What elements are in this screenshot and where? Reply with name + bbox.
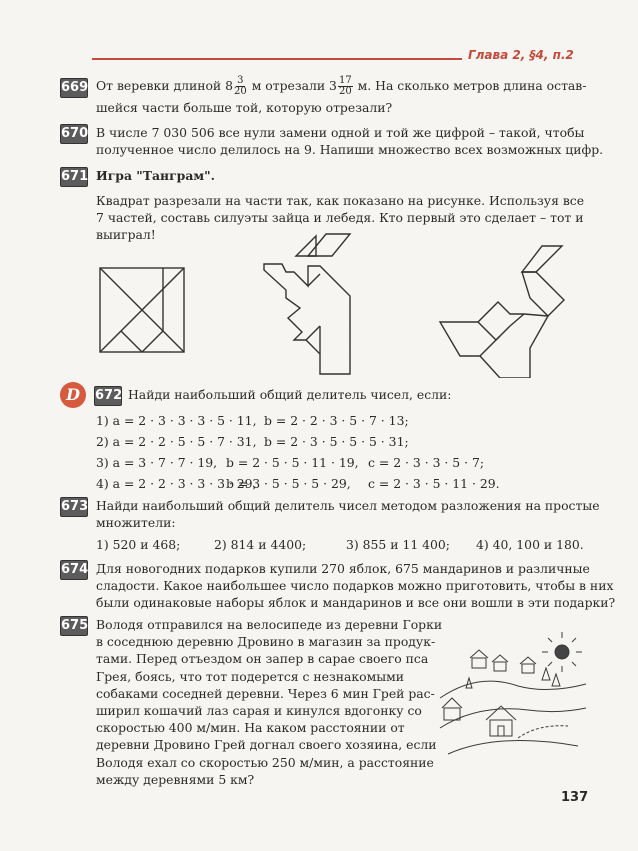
problem-675-line-1: Володя отправился на велосипеде из деревни Горки: [96, 617, 443, 632]
header-rule: [92, 58, 462, 60]
problem-672-row-1-part-2: b = 2 · 2 · 3 · 5 · 7 · 13;: [264, 413, 409, 428]
problem-669-line2: шейся части больше той, которую отрезали?: [96, 100, 393, 115]
problem-675-line-9: Володя ехал со скоростью 250 м/мин, а расстояние: [96, 754, 434, 770]
problem-675-line-3: тами. Перед отъездом он запер в сарае своего пса: [96, 651, 429, 667]
fraction-3-20: $\frac{3}{20}$: [234, 75, 247, 97]
problem-number-670: 670: [60, 124, 88, 144]
problem-672-title: Найди наибольший общий делитель чисел, если:: [128, 387, 452, 402]
difficulty-badge: D: [60, 382, 86, 408]
problem-672-row-1-part-1: 1) a = 2 · 3 · 3 · 3 · 5 · 11,: [96, 413, 257, 428]
problem-673-line1: Найди наибольший общий делитель чисел методом разложения на простые: [96, 498, 600, 513]
problem-number-671: 671: [60, 167, 88, 187]
problem-675-line-10: между деревнями 5 км?: [96, 771, 255, 787]
problem-672-row-3-part-1: 3) a = 3 · 7 · 7 · 19,: [96, 455, 218, 470]
problem-670-line1: В числе 7 030 506 все нули замени одной и той же цифрой – такой, чтобы: [96, 125, 585, 140]
problem-672-row-2-part-1: 2) a = 2 · 2 · 5 · 5 · 7 · 31,: [96, 434, 257, 449]
problem-673-option-3: 3) 855 и 11 400;: [346, 537, 450, 552]
problem-672-row-4-part-2: b = 3 · 5 · 5 · 5 · 29,: [226, 476, 351, 491]
tangram-swan-figure: [438, 238, 578, 378]
problem-671-line1: Квадрат разрезали на части так, как показано на рисунке. Используя все: [96, 193, 585, 208]
problem-674-line1: Для новогодних подарков купили 270 яблок, 675 мандаринов и различные: [96, 561, 590, 576]
problem-number-674: 674: [60, 560, 88, 580]
problem-674-line3: были одинаковые наборы яблок и мандаринов и все они вошли в эти подарки?: [96, 595, 616, 610]
problem-673-option-4: 4) 40, 100 и 180.: [476, 537, 584, 552]
problem-675-line-7: скоростью 400 м/мин. На каком расстоянии от: [96, 720, 405, 736]
page-number: 137: [561, 790, 589, 805]
problem-number-675: 675: [60, 616, 88, 636]
tangram-rabbit-figure: [258, 228, 368, 378]
problem-671-line3: выиграл!: [96, 227, 156, 242]
chapter-header: Глава 2, §4, п.2: [468, 48, 574, 62]
problem-672-row-2-part-2: b = 2 · 3 · 5 · 5 · 5 · 31;: [264, 434, 409, 449]
problem-673-option-1: 1) 520 и 468;: [96, 537, 181, 552]
tangram-square-figure: [98, 266, 188, 356]
problem-number-669: 669: [60, 78, 88, 98]
problem-number-673: 673: [60, 497, 88, 517]
problem-675-line-2: в соседнюю деревню Дровино в магазин за продук-: [96, 634, 436, 650]
problem-671-title: Игра "Танграм".: [96, 168, 215, 183]
problem-672-row-4-part-3: c = 2 · 3 · 5 · 11 · 29.: [368, 476, 500, 491]
fraction-17-20: $\frac{17}{20}$: [338, 75, 352, 97]
problem-672-row-3-part-3: c = 2 · 3 · 3 · 5 · 7;: [368, 455, 485, 470]
problem-673-option-2: 2) 814 и 4400;: [214, 537, 307, 552]
problem-670-line2: полученное число делилось на 9. Напиши множество всех возможных цифр.: [96, 142, 604, 157]
problem-673-line2: множители:: [96, 515, 176, 530]
village-illustration: [438, 628, 588, 758]
problem-675-line-5: собаками соседней деревни. Через 6 мин Грей рас-: [96, 685, 435, 701]
problem-number-672: 672: [94, 386, 122, 406]
problem-672-row-4-part-1: 4) a = 2 · 2 · 3 · 3 · 3 · 29,: [96, 476, 257, 491]
problem-675-line-4: Грея, боясь, что тот подерется с незнакомыми: [96, 668, 404, 684]
problem-669-text: От веревки длиной 8 $\frac{3}{20}$ м отрезали 3 $\frac{17}{20}$ м. На сколько метров длина остав-: [96, 75, 587, 97]
problem-672-row-3-part-2: b = 2 · 5 · 5 · 11 · 19,: [226, 455, 359, 470]
problem-675-line-8: деревни Дровино Грей догнал своего хозяина, если: [96, 737, 437, 753]
problem-675-line-6: ширил кошачий лаз сарая и кинулся вдогонку со: [96, 703, 422, 718]
problem-671-line2: 7 частей, составь силуэты зайца и лебедя. Кто первый это сделает – тот и: [96, 210, 584, 225]
problem-674-line2: сладости. Какое наибольшее число подарков можно приготовить, чтобы в них: [96, 578, 614, 593]
